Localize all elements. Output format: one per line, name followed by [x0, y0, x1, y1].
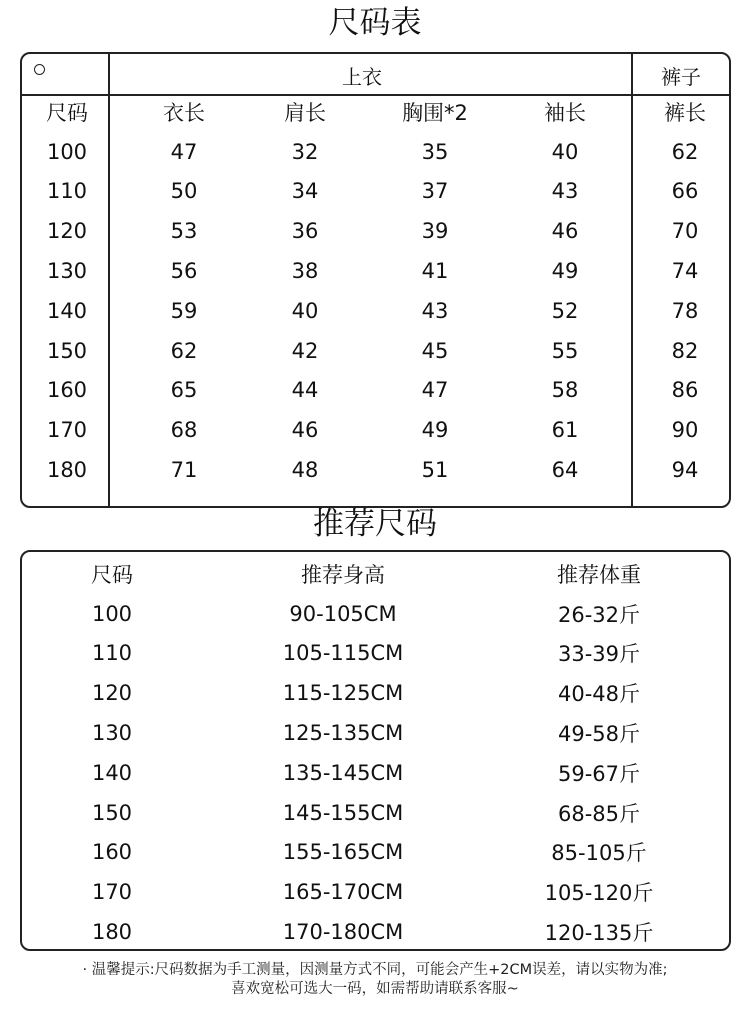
table-cell: 58 — [551, 378, 579, 403]
table-cell: 42 — [291, 338, 319, 363]
column-header: 尺码 — [91, 562, 133, 587]
table-cell: 68 — [170, 418, 198, 443]
table-cell: 59-67斤 — [557, 761, 641, 786]
table-cell: 105-120斤 — [544, 881, 654, 906]
table-cell: 78 — [671, 298, 699, 323]
column-header: 推荐体重 — [557, 562, 641, 587]
table-cell: 110 — [46, 179, 88, 204]
table-cell: 43 — [421, 298, 449, 323]
column-header: 胸围*2 — [402, 100, 468, 125]
column-header: 袖长 — [544, 100, 586, 125]
table-cell: 40 — [551, 139, 579, 164]
table-cell: 46 — [291, 418, 319, 443]
group-header-top: 上衣 — [342, 64, 382, 89]
table-cell: 49 — [551, 259, 579, 284]
table-cell: 56 — [170, 259, 198, 284]
table-cell: 39 — [421, 219, 449, 244]
column-header: 尺码 — [46, 100, 88, 125]
table-cell: 47 — [421, 378, 449, 403]
table-cell: 64 — [551, 458, 579, 483]
table-cell: 52 — [551, 298, 579, 323]
table-cell: 100 — [46, 139, 88, 164]
table-cell: 62 — [671, 139, 699, 164]
table-cell: 59 — [170, 298, 198, 323]
table-cell: 94 — [671, 458, 699, 483]
table-cell: 32 — [291, 139, 319, 164]
column-header: 衣长 — [163, 100, 205, 125]
table-cell: 125-135CM — [282, 721, 404, 746]
table-cell: 38 — [291, 259, 319, 284]
table-cell: 150 — [46, 338, 88, 363]
table-cell: 65 — [170, 378, 198, 403]
recommend-table — [20, 550, 731, 951]
table-cell: 145-155CM — [282, 800, 404, 825]
table-cell: 71 — [170, 458, 198, 483]
table-cell: 120 — [91, 681, 133, 706]
table-cell: 36 — [291, 219, 319, 244]
table-cell: 165-170CM — [282, 880, 404, 905]
tip-note-line2: 喜欢宽松可选大一码，如需帮助请联系客服~ — [231, 981, 519, 997]
table-cell: 120 — [46, 219, 88, 244]
group-header-pants: 裤子 — [661, 64, 701, 89]
table-cell: 55 — [551, 338, 579, 363]
table-cell: 160 — [91, 840, 133, 865]
table-cell: 110 — [91, 641, 133, 666]
tip-note-line1: · 温馨提示:尺码数据为手工测量，因测量方式不同，可能会产生+2CM误差，请以实物为准; — [82, 962, 668, 978]
table-cell: 26-32斤 — [557, 602, 641, 627]
table-cell: 140 — [91, 760, 133, 785]
table-cell: 49-58斤 — [557, 722, 641, 747]
table-cell: 37 — [421, 179, 449, 204]
table-cell: 48 — [291, 458, 319, 483]
table-cell: 40-48斤 — [557, 682, 641, 707]
table-cell: 53 — [170, 219, 198, 244]
table-cell: 61 — [551, 418, 579, 443]
table-cell: 85-105斤 — [551, 841, 647, 866]
table-cell: 120-135斤 — [544, 921, 654, 946]
table-cell: 150 — [91, 800, 133, 825]
table-cell: 74 — [671, 259, 699, 284]
circle-icon — [34, 64, 45, 75]
table-cell: 68-85斤 — [557, 801, 641, 826]
table-cell: 47 — [170, 139, 198, 164]
table-cell: 130 — [46, 259, 88, 284]
column-header: 推荐身高 — [301, 562, 385, 587]
table-cell: 90-105CM — [289, 601, 397, 626]
table-cell: 130 — [91, 721, 133, 746]
table-cell: 115-125CM — [282, 681, 404, 706]
table-cell: 170 — [91, 880, 133, 905]
table-cell: 46 — [551, 219, 579, 244]
table-cell: 62 — [170, 338, 198, 363]
table-cell: 66 — [671, 179, 699, 204]
recommend-table-title: 推荐尺码 — [313, 506, 437, 542]
table-cell: 180 — [46, 458, 88, 483]
table-cell: 90 — [671, 418, 699, 443]
table-cell: 140 — [46, 298, 88, 323]
table-cell: 45 — [421, 338, 449, 363]
table-cell: 100 — [91, 601, 133, 626]
table-cell: 40 — [291, 298, 319, 323]
size-table — [20, 52, 731, 508]
table-cell: 49 — [421, 418, 449, 443]
table-cell: 180 — [91, 920, 133, 945]
column-header: 肩长 — [284, 100, 326, 125]
table-cell: 44 — [291, 378, 319, 403]
table-cell: 41 — [421, 259, 449, 284]
table-cell: 160 — [46, 378, 88, 403]
table-cell: 35 — [421, 139, 449, 164]
table-cell: 34 — [291, 179, 319, 204]
table-cell: 33-39斤 — [557, 642, 641, 667]
table-cell: 51 — [421, 458, 449, 483]
column-header: 裤长 — [664, 100, 706, 125]
table-cell: 135-145CM — [282, 760, 404, 785]
size-table-title: 尺码表 — [328, 5, 422, 41]
table-cell: 170-180CM — [282, 920, 404, 945]
table-cell: 170 — [46, 418, 88, 443]
table-cell: 155-165CM — [282, 840, 404, 865]
table-cell: 43 — [551, 179, 579, 204]
table-cell: 82 — [671, 338, 699, 363]
table-cell: 86 — [671, 378, 699, 403]
table-cell: 105-115CM — [282, 641, 404, 666]
table-cell: 70 — [671, 219, 699, 244]
table-cell: 50 — [170, 179, 198, 204]
